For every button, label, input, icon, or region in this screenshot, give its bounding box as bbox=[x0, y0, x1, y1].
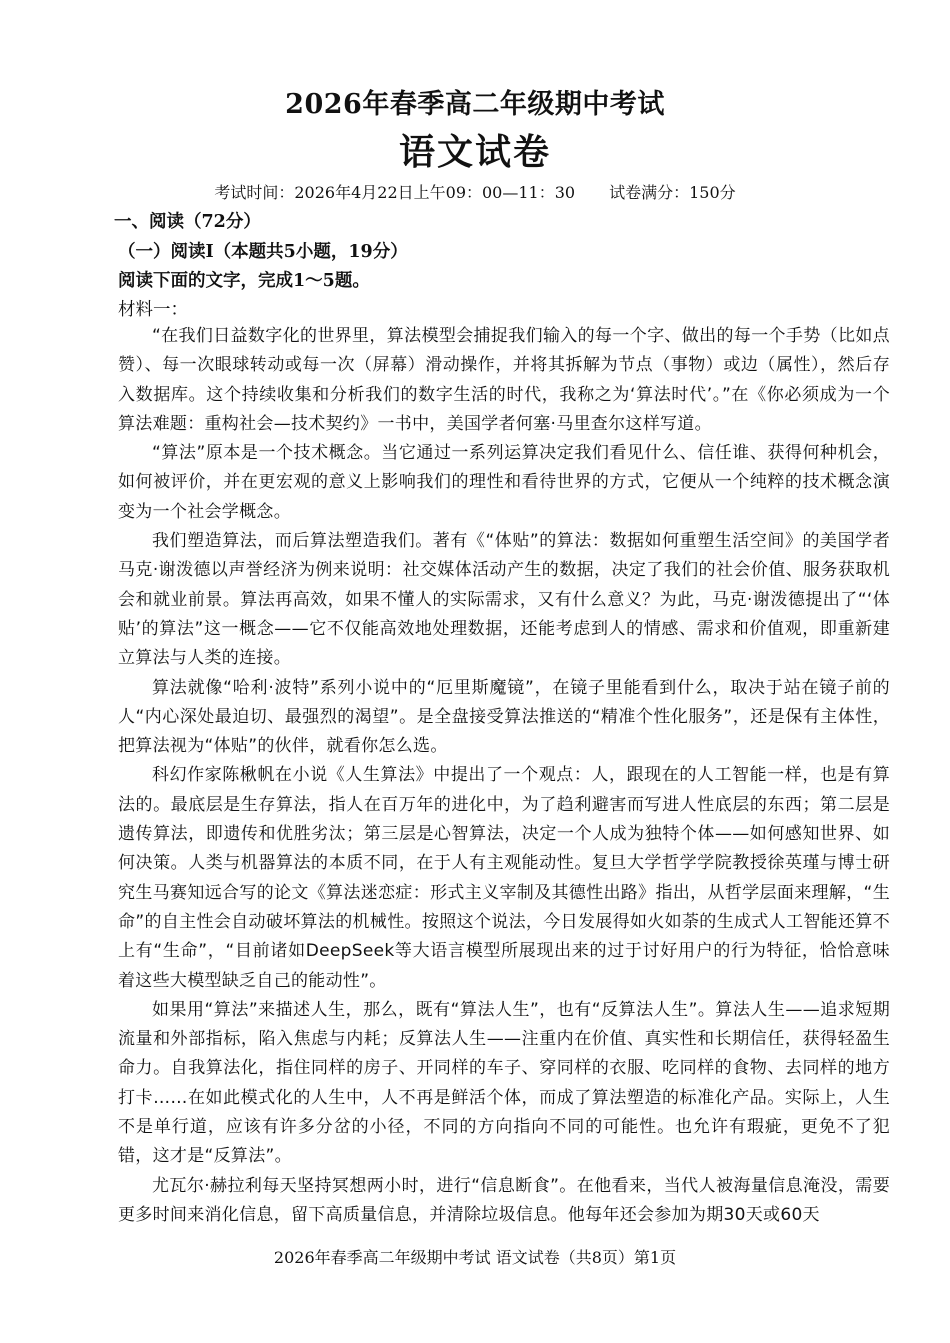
paragraph: “算法”原本是一个技术概念。当它通过一系列运算决定我们看见什么、信任谁、获得何种机会，如何被评价，并在更宏观的意义上影响我们的理性和看待世界的方式，它便从一个纯粹的技术概念演变为一个社会学概念。 bbox=[118, 443, 890, 522]
paragraph: 科幻作家陈楸帆在小说《人生算法》中提出了一个观点：人，跟现在的人工智能一样，也是有算法的。最底层是生存算法，指人在百万年的进化中，为了趋利避害而写进人性底层的东西；第二层是遗传算法，即遗传和优胜劣汰；第三层是心智算法，决定一个人成为独特个体——如何感知世界、如何决策。人类与机器算法的本质不同，在于人有主观能动性。复旦大学哲学学院教授徐英瑾与博士研究生马赛知远合写的论文《算法迷恋症：形式主义宰制及其德性出路》指出，从哲学层面来理解，“生命”的自主性会自动破坏算法的机械性。按照这个说法，今日发展得如火如荼的生成式人工智能还算不上有“生命”，“目前诸如DeepSeek等大语言模型所展现出来的过于讨好用户的行为特征，恰恰意味着这些大模型缺乏自己的能动性”。 bbox=[118, 765, 890, 991]
section-heading: 一、阅读（72分） bbox=[114, 212, 261, 232]
paragraph: 如果用“算法”来描述人生，那么，既有“算法人生”，也有“反算法人生”。算法人生——追求短期流量和外部指标，陷入焦虑与内耗；反算法人生——注重内在价值、真实性和长期信任，获得轻盈生命力。自我算法化，指住同样的房子、开同样的车子、穿同样的衣服、吃同样的食物、去同样的地方打卡……在如此模式化的人生中，人不再是鲜活个体，而成了算法塑造的标准化产品。实际上，人生不是单行道，应该有许多分岔的小径，不同的方向指向不同的可能性。也允许有瑕疵，更免不了犯错，这才是“反算法”。 bbox=[118, 999, 890, 1167]
paragraph: “在我们日益数字化的世界里，算法模型会捕捉我们输入的每一个字、做出的每一个手势（比如点赞）、每一次眼球转动或每一次（屏幕）滑动操作，并将其拆解为节点（事物）或边（属性），然后存入数据库。这个持续收集和分析我们的数字生活的时代，我称之为‘算法时代’。”在《你必须成为一个算法难题：重构社会—技术契约》一书中，美国学者何塞·马里查尔这样写道。 bbox=[118, 326, 890, 434]
reading-instruction: 阅读下面的文字，完成1～5题。 bbox=[118, 271, 370, 291]
material-label: 材料一： bbox=[118, 300, 188, 320]
paragraph: 尤瓦尔·赫拉利每天坚持冥想两小时，进行“信息断食”。在他看来，当代人被海量信息淹没，需要更多时间来消化信息，留下高质量信息，并清除垃圾信息。他每年还会参加为期30天或60天 bbox=[118, 1175, 890, 1225]
subject-title: 语文试卷 bbox=[398, 131, 551, 173]
exam-title: 2026年春季高二年级期中考试 bbox=[285, 89, 665, 120]
passage-body bbox=[118, 322, 890, 1230]
full-score: 试卷满分：150分 bbox=[609, 183, 736, 202]
exam-time: 考试时间：2026年4月22日上午09：00—11：30 bbox=[214, 183, 576, 202]
section-subheading: （一）阅读Ⅰ（本题共5小题，19分） bbox=[118, 242, 408, 262]
paragraph: 算法就像“哈利·波特”系列小说中的“厄里斯魔镜”，在镜子里能看到什么，取决于站在镜子前的人“内心深处最迫切、最强烈的渴望”。是全盘接受算法推送的“精准个性化服务”，还是保有主体性，把算法视为“体贴”的伙伴，就看你怎么选。 bbox=[118, 677, 890, 757]
paragraph: 我们塑造算法，而后算法塑造我们。著有《“体贴”的算法：数据如何重塑生活空间》的美国学者马克·谢泼德以声誉经济为例来说明：社交媒体活动产生的数据，决定了我们的社会价值、服务获取机会和就业前景。算法再高效，如果不懂人的实际需求，又有什么意义？为此，马克·谢泼德提出了“‘体贴’的算法”这一概念——它不仅能高效地处理数据，还能考虑到人的情感、需求和价值观，即重新建立算法与人类的连接。 bbox=[118, 531, 890, 669]
exam-info bbox=[0, 180, 950, 203]
page-footer: 2026年春季高二年级期中考试 语文试卷（共8页）第1页 bbox=[273, 1248, 677, 1267]
